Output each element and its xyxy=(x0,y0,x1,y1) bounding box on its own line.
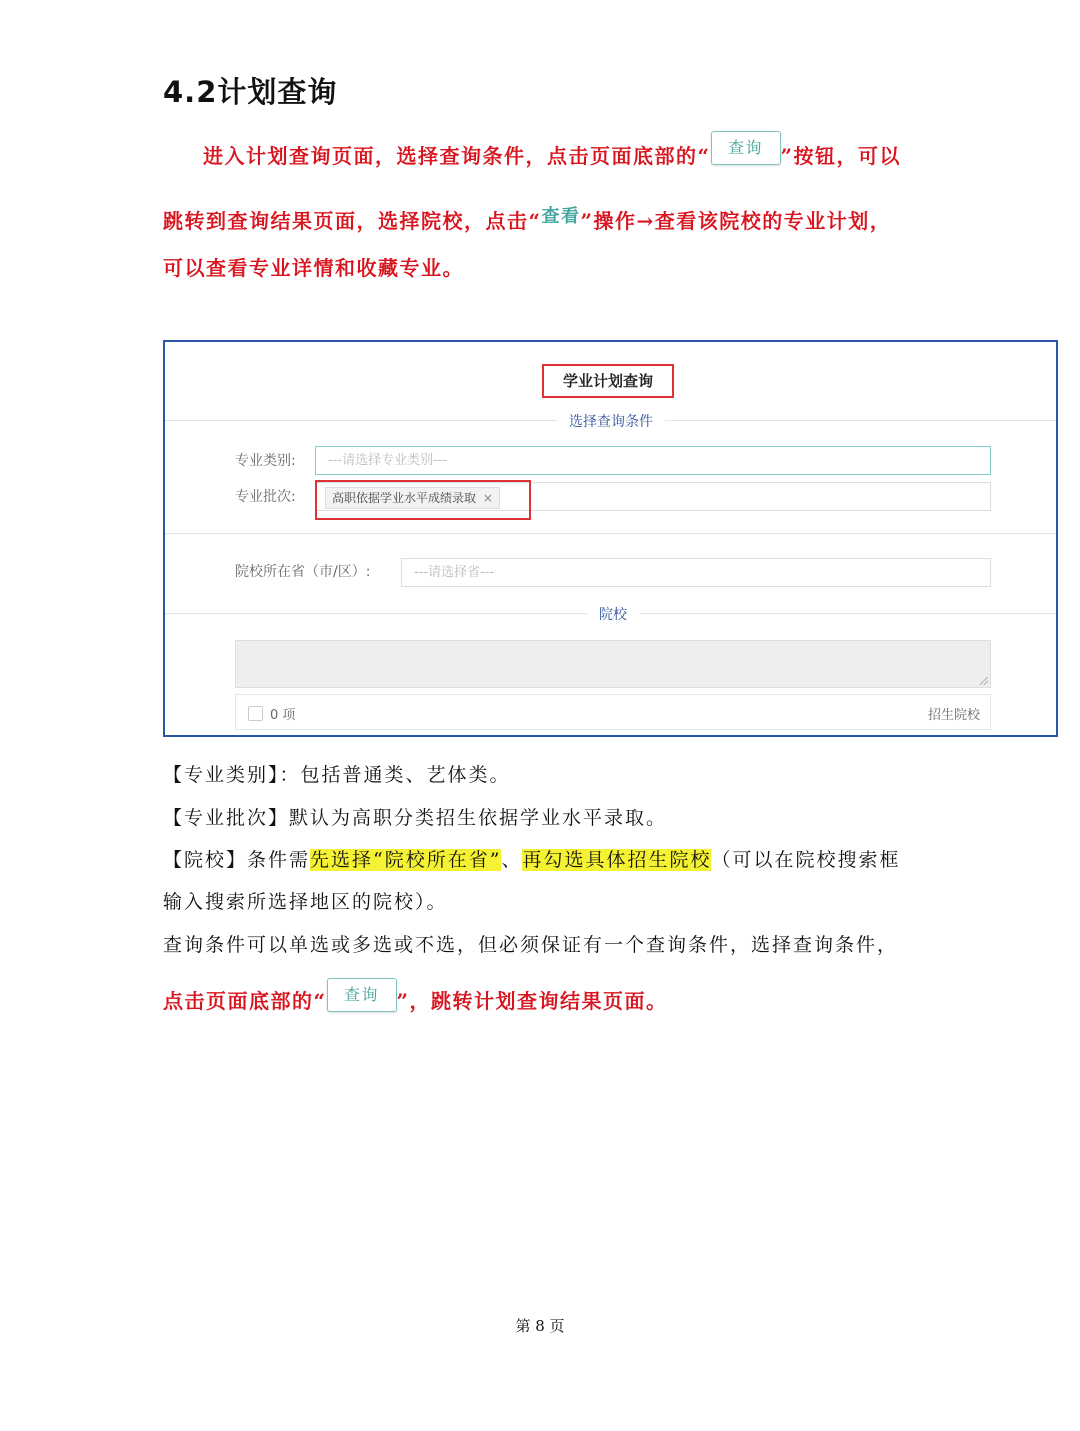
school-column-label: 招生院校 xyxy=(927,708,980,723)
school-search-textarea[interactable] xyxy=(235,640,991,688)
note-school: 【院校】条件需先选择“院校所在省”、再勾选具体招生院校（可以在院校搜索框 xyxy=(163,849,901,871)
divider xyxy=(165,533,1056,534)
page-number: 第 8 页 xyxy=(515,1317,565,1335)
school-section-label: 院校 xyxy=(587,604,639,624)
query-form-screenshot xyxy=(163,340,1058,737)
note-batch: 【专业批次】默认为高职分类招生依据学业水平录取。 xyxy=(163,807,668,829)
query-button-image: 查询 xyxy=(711,131,781,165)
batch-tag[interactable]: 高职依据学业水平成绩录取 × xyxy=(325,487,500,509)
highlight-box xyxy=(315,480,531,520)
note-final: 点击页面底部的“ 查询 ”，跳转计划查询结果页面。 xyxy=(163,985,943,1020)
note-school-cont: 输入搜索所选择地区的院校）。 xyxy=(163,891,448,913)
note-conditions: 查询条件可以单选或多选或不选，但必须保证有一个查询条件，选择查询条件， xyxy=(163,934,899,956)
view-link-image: 查看 xyxy=(541,205,581,227)
category-label: 专业类别: xyxy=(235,453,296,469)
category-select[interactable]: ---请选择专业类别--- xyxy=(315,446,991,475)
tag-close-icon[interactable]: × xyxy=(482,491,493,505)
section-heading: 4.2计划查询 xyxy=(163,75,338,109)
school-list-header xyxy=(235,694,991,730)
province-label: 院校所在省（市/区）: xyxy=(235,564,371,580)
note-category: 【专业类别】：包括普通类、艺体类。 xyxy=(163,764,511,786)
highlight-2: 再勾选具体招生院校 xyxy=(522,849,712,871)
intro-line-2: 跳转到查询结果页面，选择院校，点击“查看”操作→查看该院校的专业计划， xyxy=(163,205,943,236)
highlight-1: 先选择“院校所在省” xyxy=(310,849,502,871)
intro-line-3: 可以查看专业详情和收藏专业。 xyxy=(163,256,464,280)
query-button-image: 查询 xyxy=(327,978,397,1012)
selected-count: 0 项 xyxy=(270,708,296,723)
conditions-section-label: 选择查询条件 xyxy=(557,411,665,431)
batch-label: 专业批次: xyxy=(235,489,296,505)
form-title: 学业计划查询 xyxy=(542,364,674,398)
select-all-checkbox[interactable] xyxy=(248,706,263,721)
intro-line-1: 进入计划查询页面，选择查询条件，点击页面底部的“ 查询 ”按钮，可以 xyxy=(163,140,943,175)
resize-handle-icon[interactable] xyxy=(980,677,988,685)
province-select[interactable]: ---请选择省--- xyxy=(401,558,991,587)
